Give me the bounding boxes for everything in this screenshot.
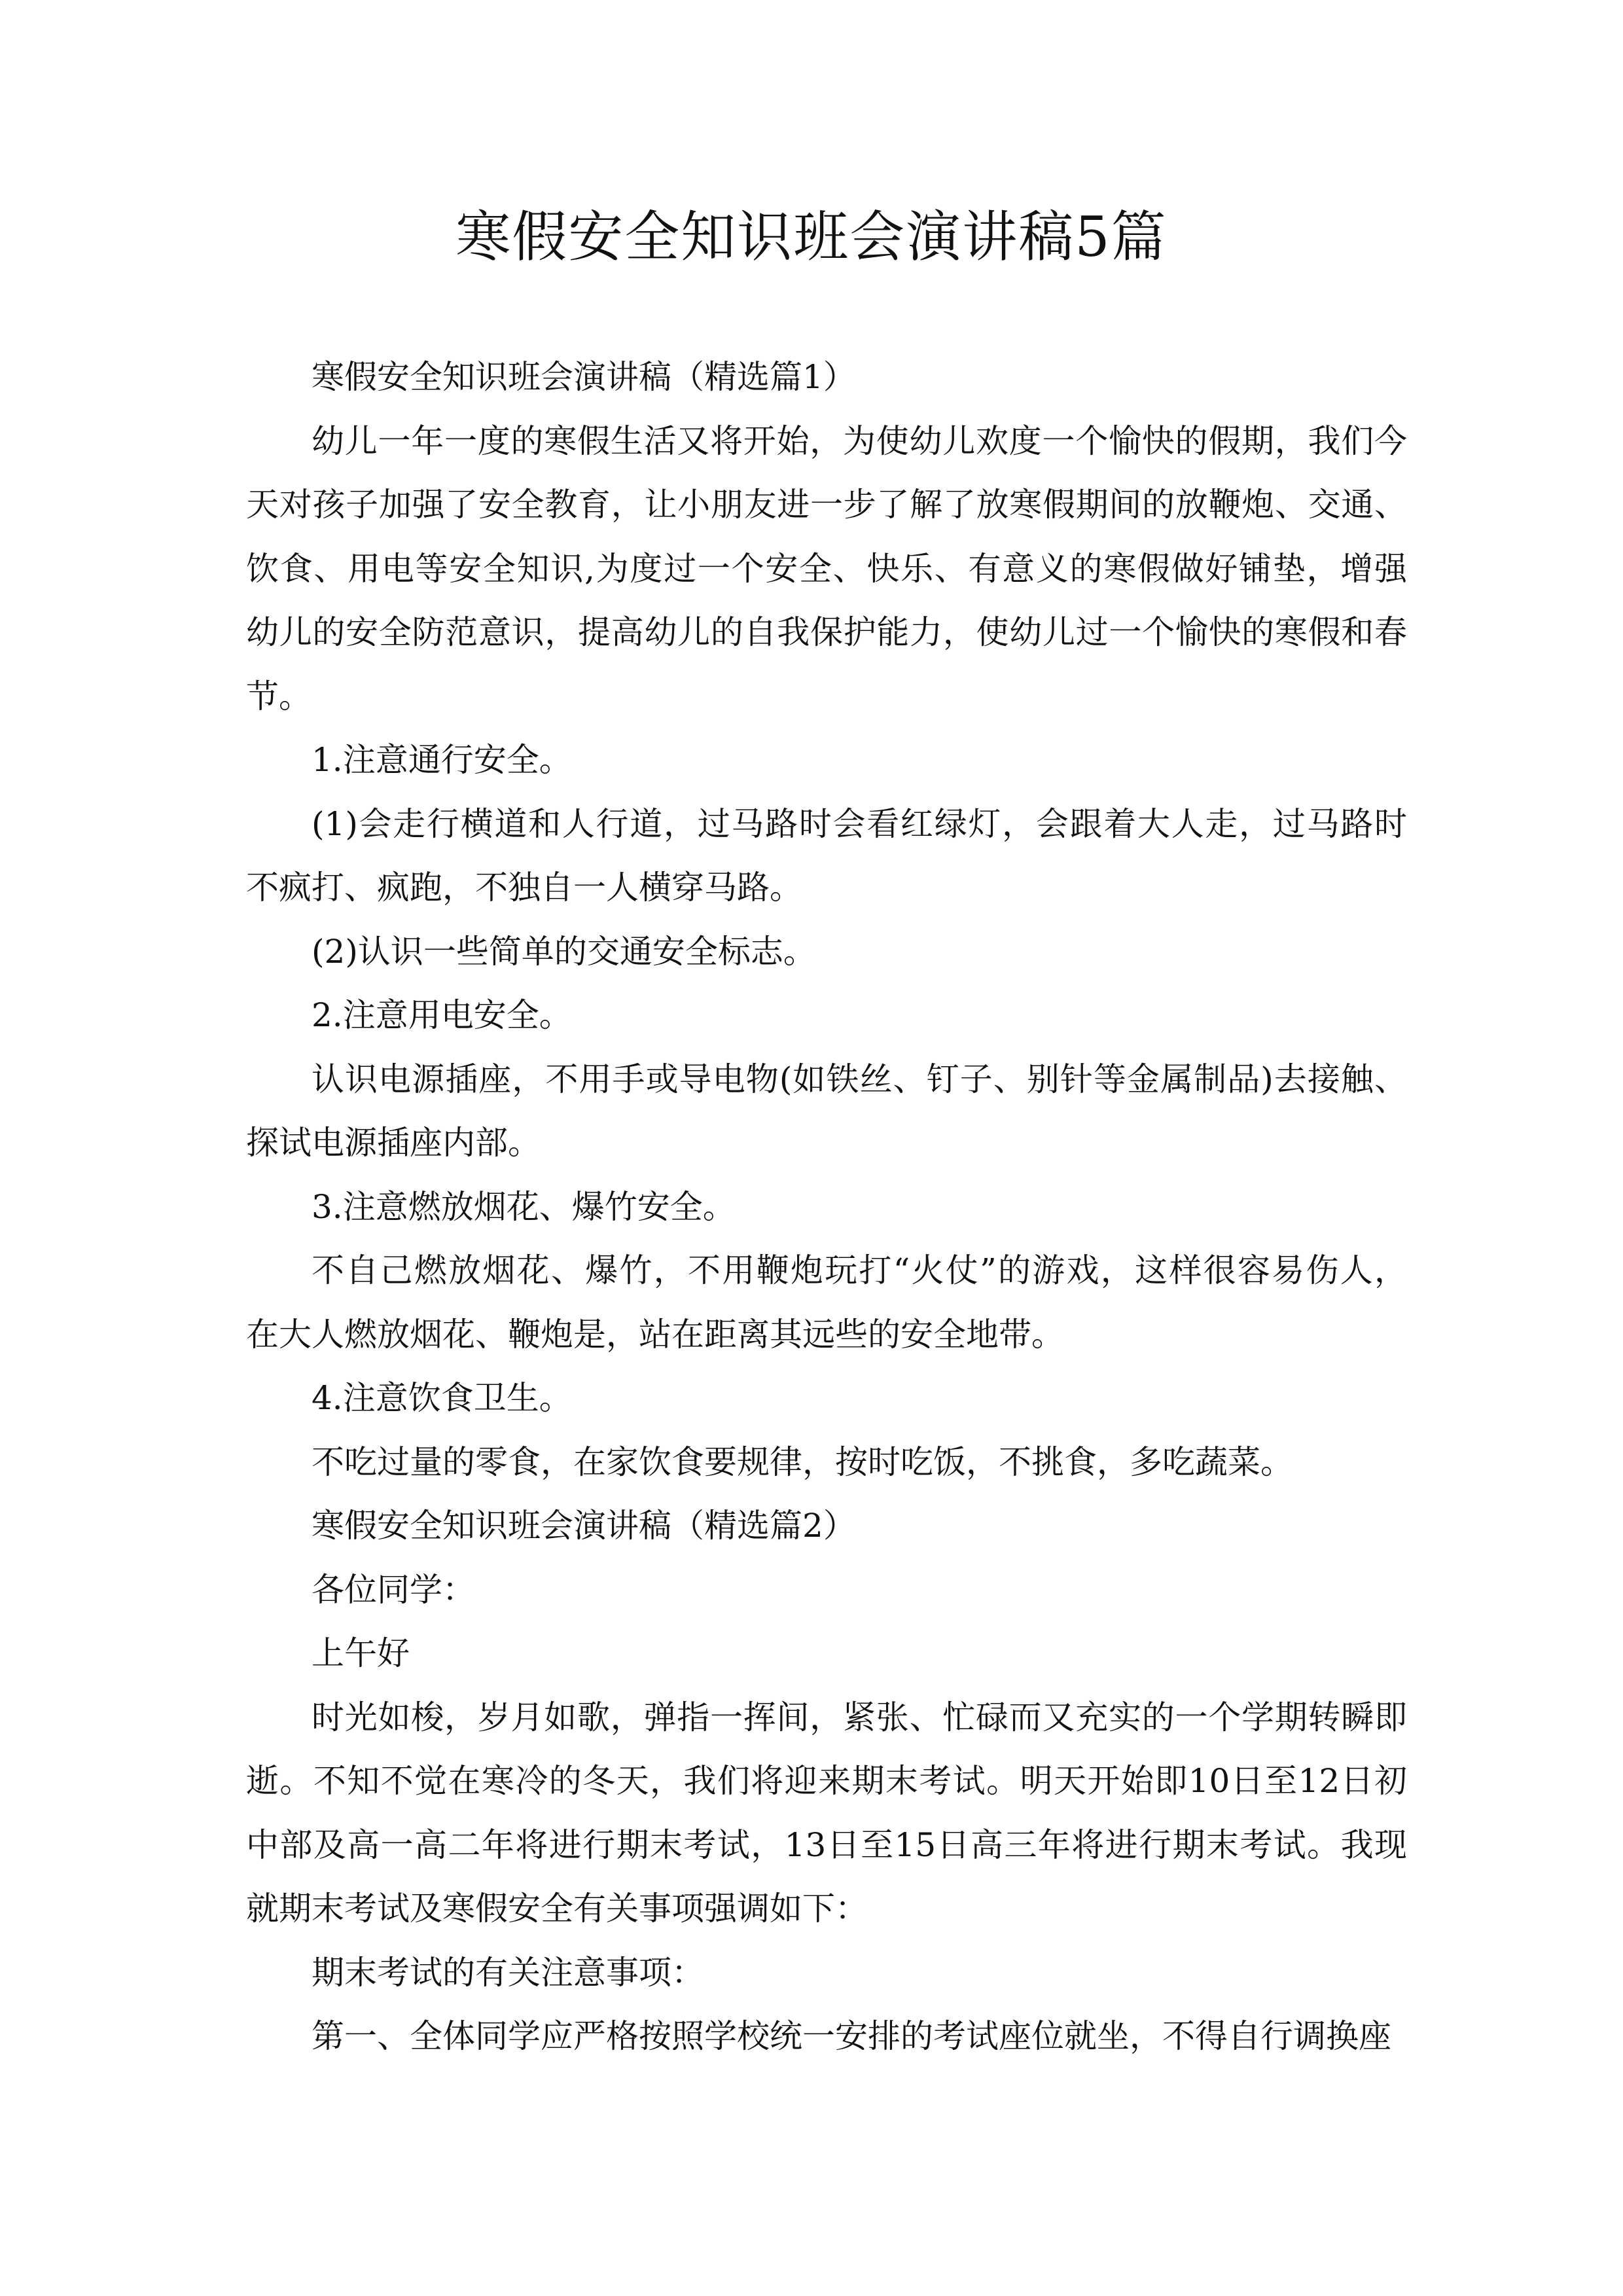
paragraph: [246, 984, 1407, 1048]
text-line: 不吃过量的零食，在家饮食要规律，按时吃饭，不挑食，多吃蔬菜。: [312, 1443, 1293, 1481]
paragraph: [246, 920, 1407, 984]
document-title: 寒假安全知识班会演讲稿5篇: [455, 205, 1168, 269]
text-line: 饮食、用电等安全知识,为度过一个安全、快乐、有意义的寒假做好铺垫，增强: [246, 549, 1407, 588]
paragraph: [246, 1622, 1407, 1686]
text-line: 3.注意燃放烟花、爆竹安全。: [312, 1187, 736, 1226]
text-line: 时光如梭，岁月如歌，弹指一挥间，紧张、忙碌而又充实的一个学期转瞬即: [312, 1698, 1407, 1736]
text-line: 上午好: [312, 1634, 410, 1672]
text-line: 探试电源插座内部。: [246, 1124, 541, 1162]
paragraph: [246, 1941, 1407, 2005]
text-line: 1.注意通行安全。: [312, 741, 572, 779]
paragraph: [246, 1431, 1407, 1495]
paragraph: [246, 1048, 1407, 1175]
text-line: 期末考试的有关注意事项：: [312, 1953, 704, 1992]
text-line: 寒假安全知识班会演讲稿（精选篇2）: [312, 1507, 856, 1545]
paragraph: [246, 793, 1407, 920]
text-line: 认识电源插座，不用手或导电物(如铁丝、钉子、别针等金属制品)去接触、: [312, 1060, 1407, 1098]
text-line: (1)会走行横道和人行道，过马路时会看红绿灯，会跟着大人走，过马路时: [312, 804, 1407, 843]
paragraph: [246, 410, 1407, 729]
text-line: 在大人燃放烟花、鞭炮是，站在距离其远些的安全地带。: [246, 1315, 1064, 1354]
paragraph: [246, 1686, 1407, 1941]
text-line: 逝。不知不觉在寒冷的冬天，我们将迎来期末考试。明天开始即10日至12日初: [246, 1762, 1407, 1800]
text-line: 天对孩子加强了安全教育，让小朋友进一步了解了放寒假期间的放鞭炮、交通、: [246, 486, 1407, 524]
text-line: 寒假安全知识班会演讲稿（精选篇1）: [312, 358, 856, 396]
paragraph: [246, 1175, 1407, 1240]
paragraph: [246, 728, 1407, 793]
text-line: 幼儿一年一度的寒假生活又将开始，为使幼儿欢度一个愉快的假期，我们今: [312, 422, 1407, 460]
text-line: 各位同学：: [312, 1570, 475, 1609]
paragraph: [246, 1367, 1407, 1431]
text-line: 不自己燃放烟花、爆竹，不用鞭炮玩打“火仗”的游戏，这样很容易伤人，: [312, 1251, 1407, 1289]
text-line: 中部及高一高二年将进行期末考试，13日至15日高三年将进行期末考试。我现: [246, 1825, 1407, 1864]
text-line: 4.注意饮食卫生。: [312, 1379, 572, 1417]
paragraph: [246, 2005, 1407, 2069]
document-body: [246, 346, 1407, 2069]
text-line: 第一、全体同学应严格按照学校统一安排的考试座位就坐，不得自行调换座: [312, 2017, 1391, 2055]
paragraph: [246, 346, 1407, 410]
text-line: (2)认识一些简单的交通安全标志。: [312, 932, 816, 971]
text-line: 不疯打、疯跑，不独自一人横穿马路。: [246, 869, 802, 906]
text-line: 就期末考试及寒假安全有关事项强调如下：: [246, 1890, 868, 1928]
text-line: 节。: [246, 677, 312, 715]
paragraph: [246, 1558, 1407, 1623]
text-line: 幼儿的安全防范意识，提高幼儿的自我保护能力，使幼儿过一个愉快的寒假和春: [246, 613, 1407, 651]
paragraph: [246, 1494, 1407, 1558]
text-line: 2.注意用电安全。: [312, 996, 572, 1034]
paragraph: [246, 1239, 1407, 1367]
